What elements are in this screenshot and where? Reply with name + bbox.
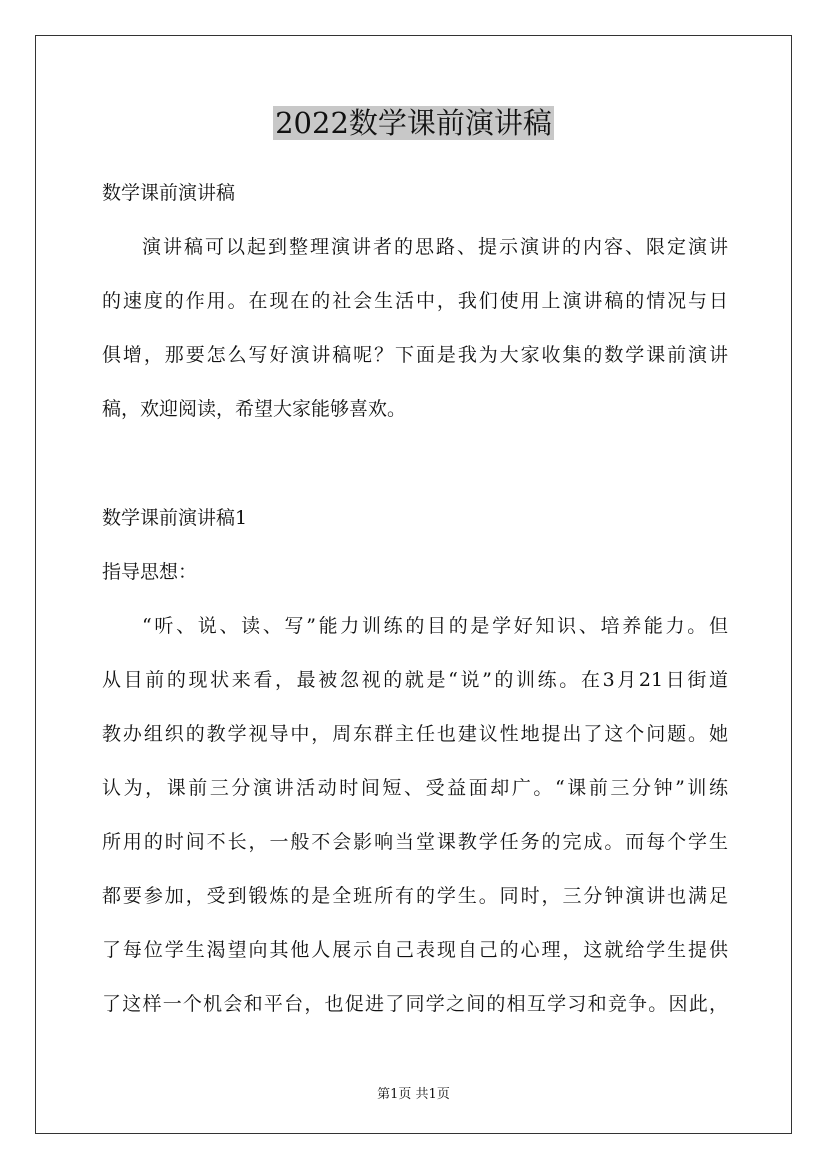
body-line-6: 都要参加，受到锻炼的是全班所有的学生。同时，三分钟演讲也满足	[102, 885, 728, 907]
intro-line-2: 的速度的作用。在现在的社会生活中，我们使用上演讲稿的情况与日	[102, 290, 728, 312]
subtitle: 数学课前演讲稿	[102, 182, 236, 204]
page-footer: 第1页 共1页	[377, 1087, 450, 1102]
body-line-2: 从目前的现状来看，最被忽视的就是“说”的训练。在3月21日街道	[102, 669, 728, 691]
document-title	[0, 103, 827, 143]
intro-line-4: 稿，欢迎阅读，希望大家能够喜欢。	[102, 398, 407, 420]
guideline-label: 指导思想：	[102, 561, 198, 583]
title-text: 2022数学课前演讲稿	[275, 106, 552, 140]
body-line-1: “听、说、读、写”能力训练的目的是学好知识、培养能力。但	[142, 615, 728, 637]
intro-line-1: 演讲稿可以起到整理演讲者的思路、提示演讲的内容、限定演讲	[142, 236, 728, 258]
intro-line-3: 俱增，那要怎么写好演讲稿呢？下面是我为大家收集的数学课前演讲	[102, 344, 728, 366]
body-line-3: 教办组织的教学视导中，周东群主任也建议性地提出了这个问题。她	[102, 723, 728, 745]
body-line-7: 了每位学生渴望向其他人展示自己表现自己的心理，这就给学生提供	[102, 939, 728, 961]
body-line-4: 认为，课前三分演讲活动时间短、受益面却广。“课前三分钟”训练	[102, 777, 728, 799]
section-heading: 数学课前演讲稿1	[102, 507, 248, 529]
body-line-5: 所用的时间不长，一般不会影响当堂课教学任务的完成。而每个学生	[102, 831, 728, 853]
body-line-8: 了这样一个机会和平台，也促进了同学之间的相互学习和竞争。因此，	[102, 993, 728, 1015]
